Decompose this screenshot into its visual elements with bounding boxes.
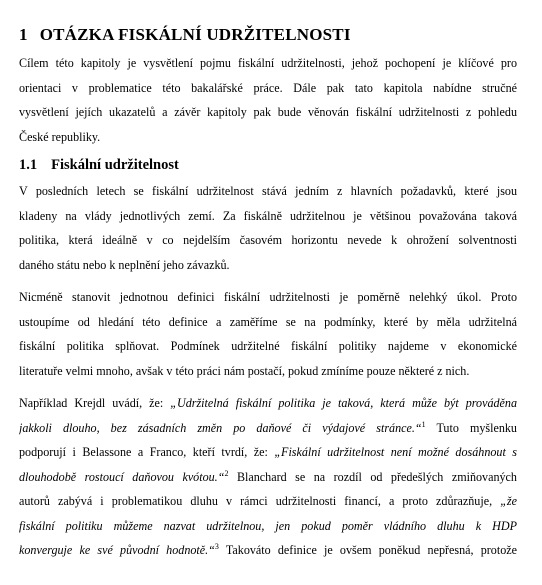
text-run: Blanchard se na rozdíl od předešlých zmiňovaných xyxy=(228,469,517,484)
chapter-number: 1 xyxy=(19,25,28,44)
chapter-heading xyxy=(19,25,351,45)
section-title: Fiskální udržitelnost xyxy=(51,157,179,173)
chapter-title: OTÁZKA FISKÁLNÍ UDRŽITELNOSTI xyxy=(39,25,351,44)
paragraph-1 xyxy=(19,179,517,277)
paragraph-line xyxy=(19,489,517,514)
paragraph-line xyxy=(19,391,517,416)
paragraph-line xyxy=(19,514,517,539)
section-number: 1.1 xyxy=(19,157,38,173)
paragraph-line: Nicméně stanovit jednotnou definici fiskální udržitelnosti je poměrně nelehký úkol. Proto xyxy=(19,290,517,304)
paragraph-line: literatuře velmi mnoho, avšak v této práci nám postačí, pokud zmíníme pouze některé z nich. xyxy=(19,363,470,378)
quotation: jakkoli dlouho, bez zásadních změn po daňové či výdajové stránce.“ xyxy=(19,420,422,435)
paragraph-line: orientaci v problematice této bakalářské práce. Dále pak tato kapitola nabídne stručné xyxy=(19,80,517,95)
quotation: „že xyxy=(500,494,517,508)
quotation: fiskální politiku můžeme nazvat udržitelnou, jen pokud poměr vládního dluhu k HDP xyxy=(19,518,517,533)
paragraph-line: Cílem této kapitoly je vysvětlení pojmu fiskální udržitelnosti, jehož pochopení je klíčové pro xyxy=(19,56,517,70)
paragraph-line: daného státu nebo k neplnění jeho závazků. xyxy=(19,257,230,272)
text-run: Takováto definice je ovšem poněkud nepřesná, protože xyxy=(218,543,517,557)
paragraph-line: fiskální politika splňovat. Podmínek udržitelné fiskální politiky najdeme v ekonomické xyxy=(19,339,517,353)
paragraph-line: kladeny na vlády jednotlivých zemí. Za fiskálně udržitelnou je většinou považována taková xyxy=(19,208,517,223)
paragraph-line: politika, která ideálně v co nejdelším časovém horizontu nevede k ohrožení solventnosti xyxy=(19,233,517,247)
section-heading xyxy=(19,157,179,174)
paragraph-line xyxy=(19,416,517,441)
text-run: podporují i Belassone a Franco, kteří tvrdí, že: xyxy=(19,445,275,459)
paragraph-line: vysvětlení jejích ukazatelů a závěr kapitoly pak bude věnován fiskální udržitelnosti z pohledu xyxy=(19,105,517,119)
footnote-ref-2[interactable]: 2 xyxy=(224,468,229,478)
quotation: „Fiskální udržitelnost není možné dosáhnout s xyxy=(274,445,517,459)
quotation: konverguje ke své původní hodnotě.“ xyxy=(19,543,215,557)
text-run: Tuto myšlenku xyxy=(425,420,517,435)
quotation: dlouhodobě rostoucí daňovou kvótou.“ xyxy=(19,469,225,484)
paragraph-line xyxy=(19,538,517,563)
paragraph-line: V posledních letech se fiskální udržitelnost stává jedním z hlavních požadavků, které jsou xyxy=(19,184,517,198)
paragraph-line xyxy=(19,465,517,490)
footnote-ref-3[interactable]: 3 xyxy=(214,541,219,551)
paragraph-line: ustoupíme od hledání této definice a zaměříme se na podmínky, které by měla udržitelná xyxy=(19,314,517,329)
intro-paragraph xyxy=(19,51,517,149)
text-run: autorů zabývá i problematikou dluhu v rámci udržitelnosti financí, a proto zdůrazňuje, xyxy=(19,494,501,508)
text-run: Například Krejdl uvádí, že: xyxy=(19,396,171,410)
paragraph-2 xyxy=(19,285,517,383)
footnote-ref-1[interactable]: 1 xyxy=(421,419,426,429)
paragraph-line xyxy=(19,440,517,465)
paragraph-line: České republiky. xyxy=(19,129,101,144)
paragraph-3 xyxy=(19,391,517,563)
quotation: „Udržitelná fiskální politika je taková, která může být prováděna xyxy=(170,396,517,410)
